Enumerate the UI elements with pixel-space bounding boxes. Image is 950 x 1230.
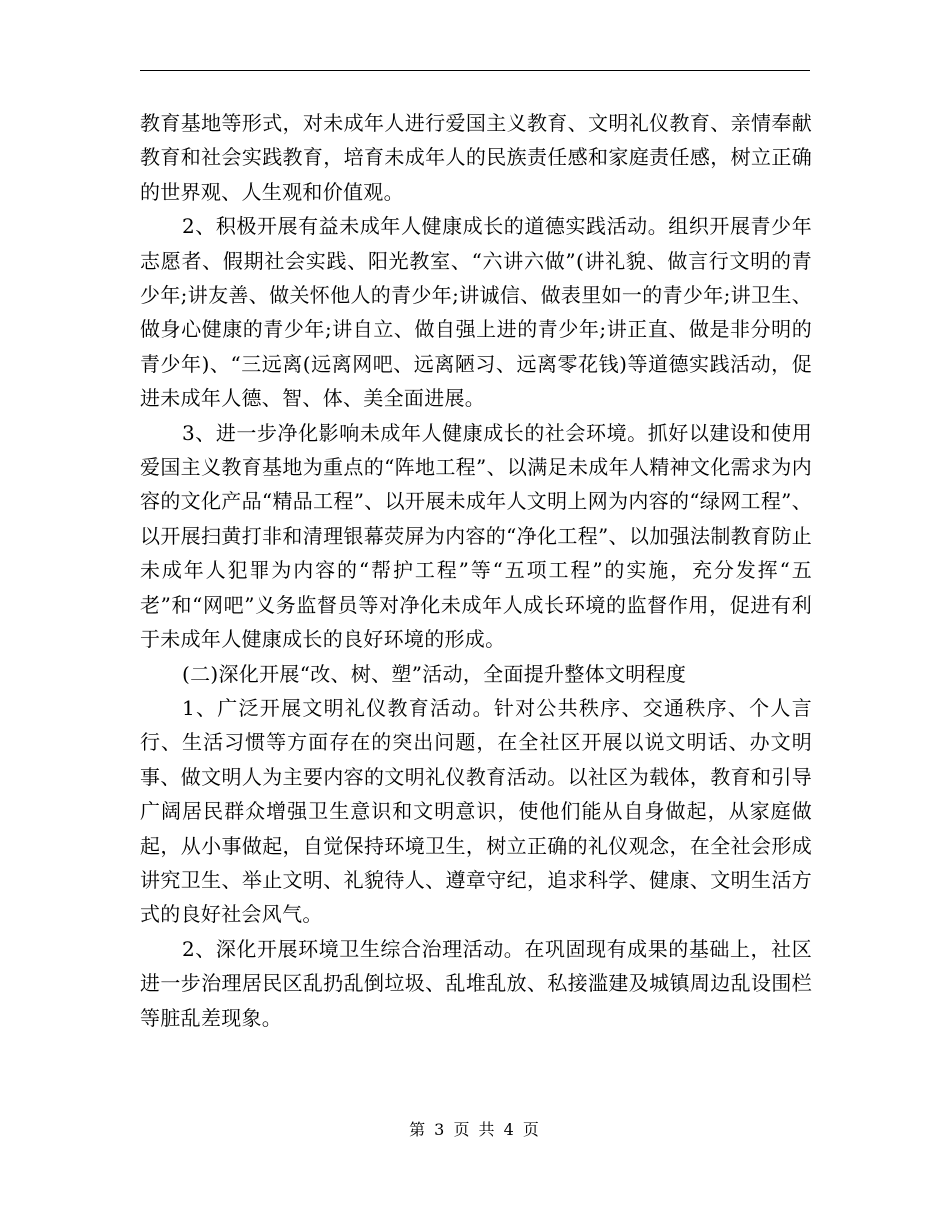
paragraph: 3、进一步净化影响未成年人健康成长的社会环境。抓好以建设和使用爱国主义教育基地为重点的“阵地工程”、以满足未成年人精神文化需求为内容的文化产品“精品工程”、以开展未成年人文明上网为内容的“绿网工程”、以开展扫黄打非和清理银幕荧屏为内容的“净化工程”、以加强法制教育防止未成年人犯罪为内容的“帮护工程”等“五项工程”的实施，充分发挥“五老”和“网吧”义务监督员等对净化未成年人成长环境的监督作用，促进有利于未成年人健康成长的良好环境的形成。 [140,420,812,652]
paragraph: 1、广泛开展文明礼仪教育活动。针对公共秩序、交通秩序、个人言行、生活习惯等方面存在的突出问题，在全社区开展以说文明话、办文明事、做文明人为主要内容的文明礼仪教育活动。以社区为载体，教育和引导广阔居民群众增强卫生意识和文明意识，使他们能从自身做起，从家庭做起，从小事做起，自觉保持环境卫生，树立正确的礼仪观念，在全社会形成讲究卫生、举止文明、礼貌待人、遵章守纪，追求科学、健康、文明生活方式的良好社会风气。 [140,695,812,927]
paragraph: 2、积极开展有益未成年人健康成长的道德实践活动。组织开展青少年志愿者、假期社会实践、阳光教室、“六讲六做”(讲礼貌、做言行文明的青少年;讲友善、做关怀他人的青少年;讲诚信、做表里如一的青少年;讲卫生、做身心健康的青少年;讲自立、做自强上进的青少年;讲正直、做是非分明的青少年)、“三远离(远离网吧、远离陋习、远离零花钱)等道德实践活动，促进未成年人德、智、体、美全面进展。 [140,214,812,411]
section-heading: (二)深化开展“改、树、塑”活动，全面提升整体文明程度 [182,661,687,686]
paragraph: 2、深化开展环境卫生综合治理活动。在巩固现有成果的基础上，社区进一步治理居民区乱扔乱倒垃圾、乱堆乱放、私接滥建及城镇周边乱设围栏等脏乱差现象。 [140,936,812,1030]
page-number-footer: 第 3 页 共 4 页 [409,1120,541,1139]
paragraph: 教育基地等形式，对未成年人进行爱国主义教育、文明礼仪教育、亲情奉献教育和社会实践教育，培育未成年人的民族责任感和家庭责任感，树立正确的世界观、人生观和价值观。 [140,111,812,204]
document-body [140,106,812,1035]
header-rule [140,70,810,71]
